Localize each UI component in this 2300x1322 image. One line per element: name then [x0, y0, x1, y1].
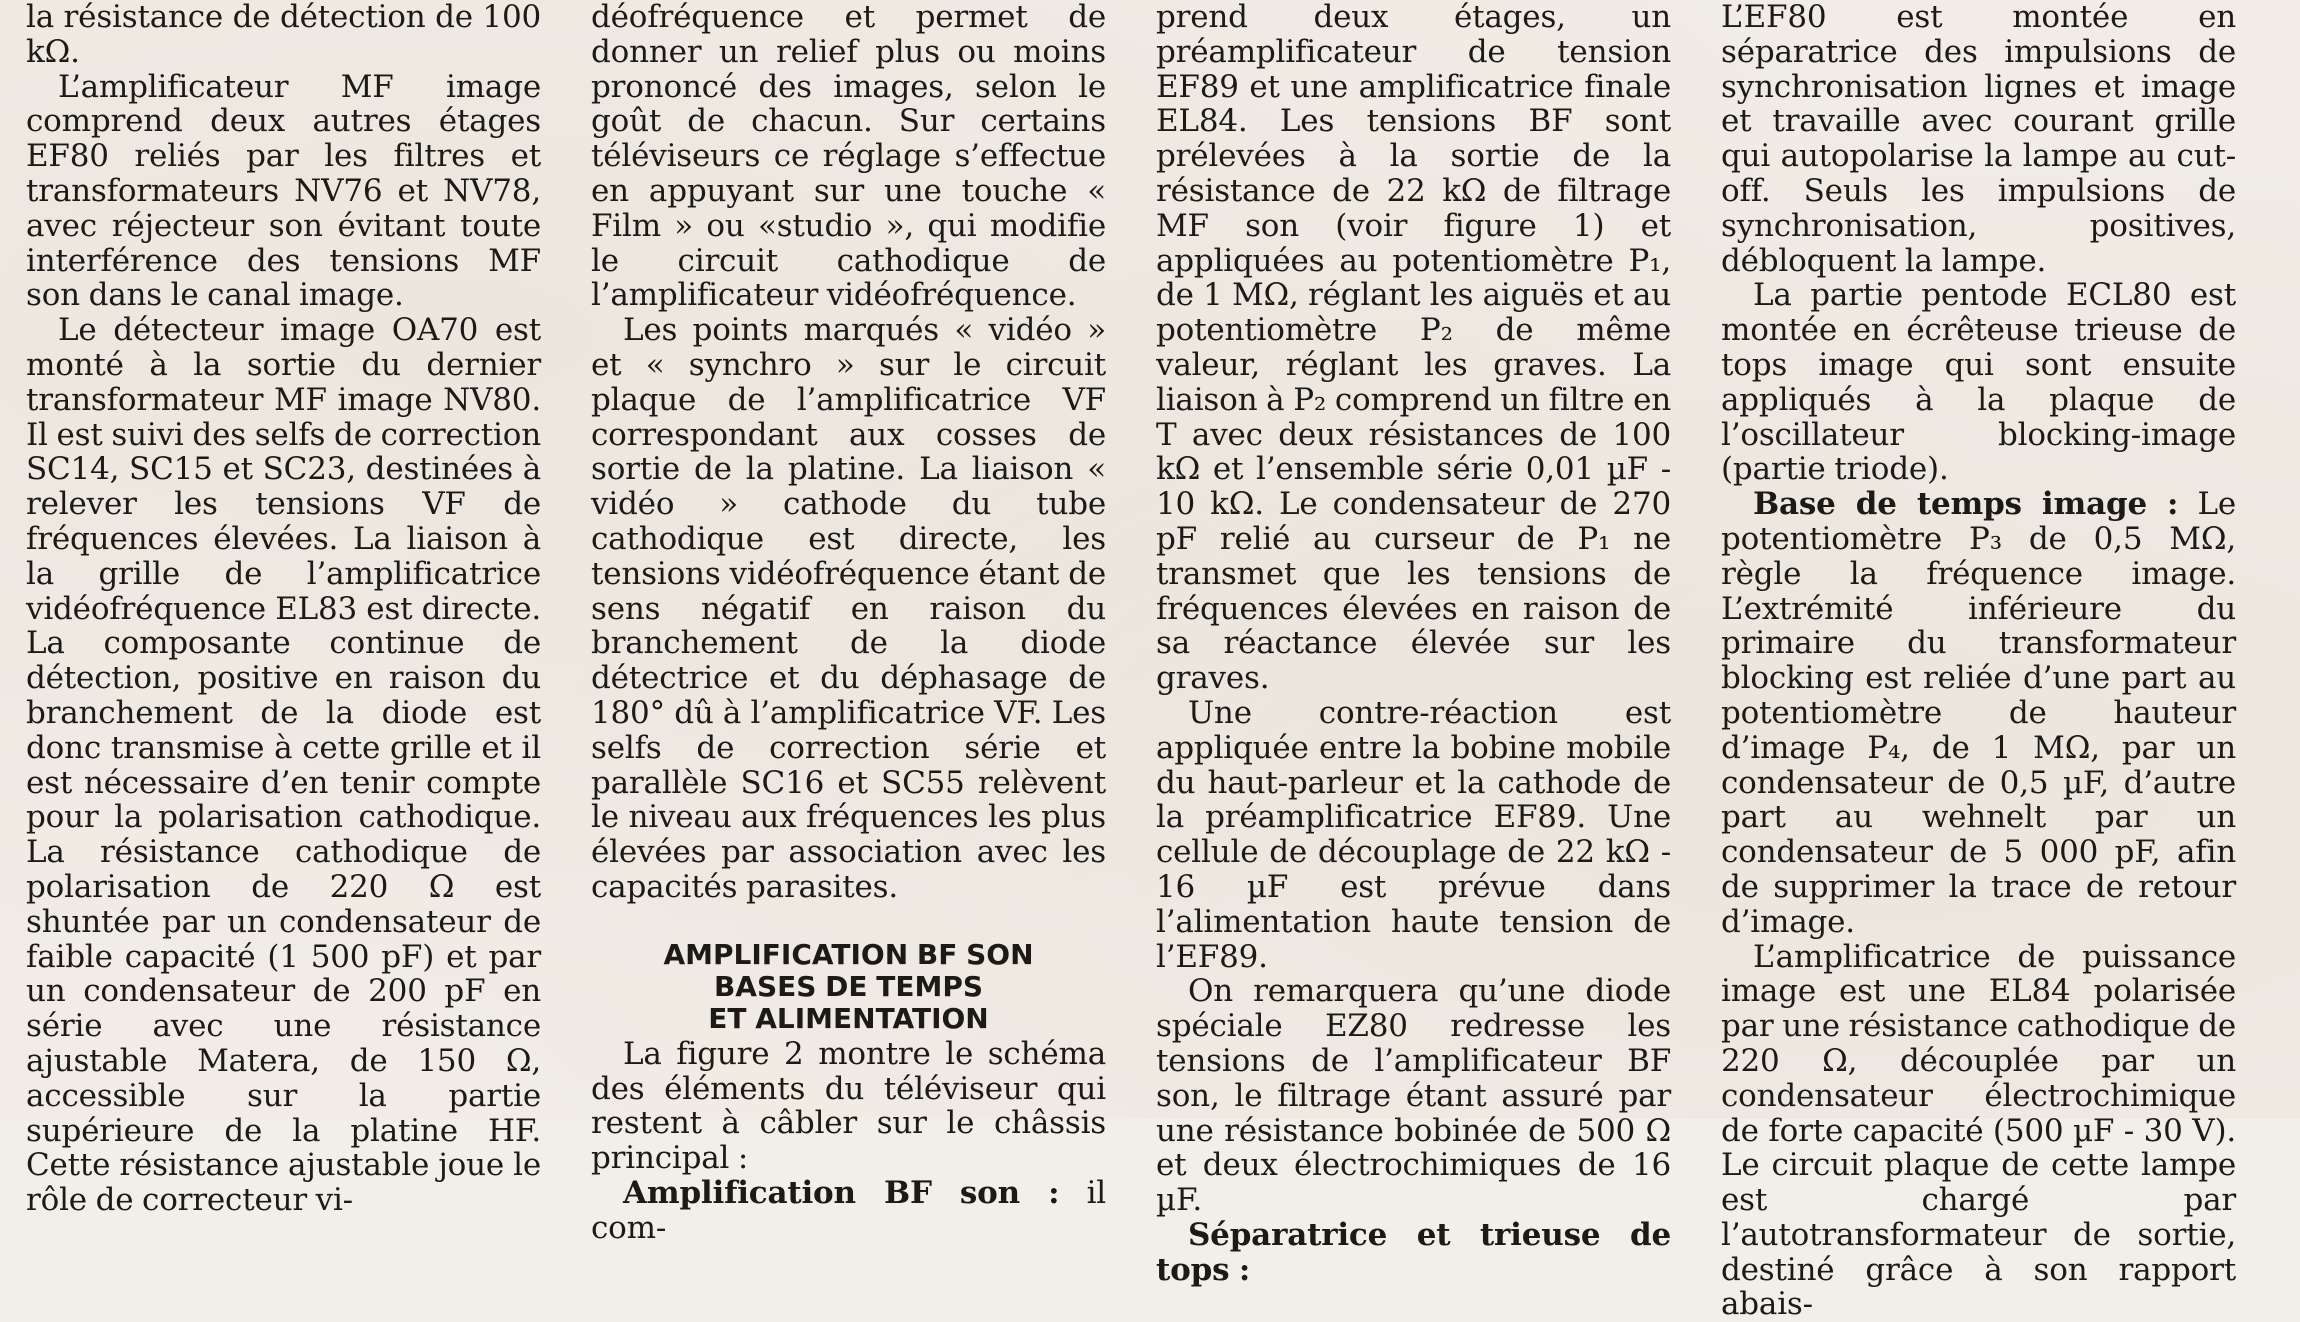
paragraph: [1156, 1218, 1671, 1288]
column-4: [1721, 0, 2237, 1322]
column-3: [1156, 0, 1671, 1288]
paragraph: L’amplificatrice de puissance image est une EL84 polarisée par une résistance cathodique de 220 Ω, découplée par un condensateur électrochimique de forte capacité (500 µF - 30 V). Le circuit plaque de cette lampe est chargé par l’autotransformateur de sortie, destiné grâce à son rapport abais-: [1721, 938, 2236, 1322]
paragraph: [591, 1176, 1106, 1246]
paragraph-text: il com-: [591, 1174, 1106, 1246]
section-heading: [591, 939, 1106, 1035]
paragraph: La partie pentode ECL80 est montée en écrêteuse trieuse de tops image qui sont ensuite appliqués à la plaque de l’oscillateur blocking-image (partie triode).: [1721, 277, 2236, 488]
paragraph: [1721, 487, 2236, 939]
heading-line: BASES DE TEMPS: [713, 969, 984, 1003]
paragraph: prend deux étages, un préamplificateur de tension EF89 et une amplificatrice finale EL84. Les tensions BF sont prélevées à la sortie de la résistance de 22 kΩ de filtrage MF son (voir figure 1) et appliquées au potentiomètre P₁, de 1 MΩ, réglant les aiguës et au potentiomètre P₂ de même valeur, réglant les graves. La liaison à P₂ comprend un filtre en T avec deux résistances de 100 kΩ et l’ensemble série 0,01 µF - 10 kΩ. Le condensateur de 270 pF relié au curseur de P₁ ne transmet que les tensions de fréquences élevées en raison de sa réactance élevée sur les graves.: [1156, 0, 1671, 697]
paragraph: Une contre-réaction est appliquée entre la bobine mobile du haut-parleur et la cathode de la préamplificatrice EF89. Une cellule de découplage de 22 kΩ - 16 µF est prévue dans l’alimentation haute tension de l’EF89.: [1156, 694, 1671, 975]
paragraph: Les points marqués « vidéo » et « synchro » sur le circuit plaque de l’amplificatrice VF correspondant aux cosses de sortie de la platine. La liaison « vidéo » cathode du tube cathodique est directe, les tensions vidéofréquence étant de sens négatif en raison du branchement de la diode détectrice et du déphasage de 180° dû à l’amplificatrice VF. Les selfs de correction série et parallèle SC16 et SC55 relèvent le niveau aux fréquences les plus élevées par association avec les capacités parasites.: [591, 312, 1106, 905]
paragraph: déofréquence et permet de donner un relief plus ou moins prononcé des images, selon le goût de chacun. Sur certains téléviseurs ce réglage s’effectue en appuyant sur une touche « Film » ou «studio », qui modifie le circuit cathodique de l’amplificateur vidéofréquence.: [591, 0, 1106, 314]
paragraph: la résistance de détection de 100 kΩ.: [26, 0, 541, 70]
paragraph: La figure 2 montre le schéma des éléments du téléviseur qui restent à câbler sur le châssis principal :: [591, 1035, 1106, 1177]
subheading: Base de temps image :: [1753, 486, 2179, 523]
paragraph: L’amplificateur MF image comprend deux autres étages EF80 reliés par les filtres et transformateurs NV76 et NV78, avec réjecteur son évitant toute interférence des tensions MF son dans le canal image.: [26, 68, 541, 314]
heading-line: ET ALIMENTATION: [708, 1001, 989, 1035]
heading-line: AMPLIFICATION BF SON: [663, 937, 1034, 971]
column-1: [26, 0, 541, 1219]
paragraph: L’EF80 est montée en séparatrice des impulsions de synchronisation lignes et image et travaille avec courant grille qui autopolarise la lampe au cut-off. Seuls les impulsions de synchronisation, positives, débloquent la lampe.: [1721, 0, 2236, 279]
column-2: [591, 0, 1106, 1246]
paragraph-text: Le potentiomètre P₃ de 0,5 MΩ, règle la fréquence image. L’extrémité inférieure du primaire du transformateur blocking est reliée d’une part au potentiomètre de hauteur d’image P₄, de 1 MΩ, par un condensateur de 0,5 µF, d’autre part au wehnelt par un condensateur de 5 000 pF, afin de supprimer la trace de retour d’image.: [1721, 486, 2237, 940]
paragraph: On remarquera qu’une diode spéciale EZ80 redresse les tensions de l’amplificateur BF son, le filtrage étant assuré par une résistance bobinée de 500 Ω et deux électrochimiques de 16 µF.: [1156, 973, 1671, 1219]
subheading: Amplification BF son :: [623, 1174, 1060, 1211]
subheading: Séparatrice et trieuse de tops :: [1156, 1216, 1671, 1288]
paragraph: Le détecteur image OA70 est monté à la sortie du dernier transformateur MF image NV80. Il est suivi des selfs de correction SC14, SC15 et SC23, destinées à relever les tensions VF de fréquences élevées. La liaison à la grille de l’amplificatrice vidéofréquence EL83 est directe. La composante continue de détection, positive en raison du branchement de la diode est donc transmise à cette grille et il est nécessaire d’en tenir compte pour la polarisation cathodique. La résistance cathodique de polarisation de 220 Ω est shuntée par un condensateur de faible capacité (1 500 pF) et par un condensateur de 200 pF en série avec une résistance ajustable Matera, de 150 Ω, accessible sur la partie supérieure de la platine HF. Cette résistance ajustable joue le rôle de correcteur vi-: [26, 312, 541, 1219]
